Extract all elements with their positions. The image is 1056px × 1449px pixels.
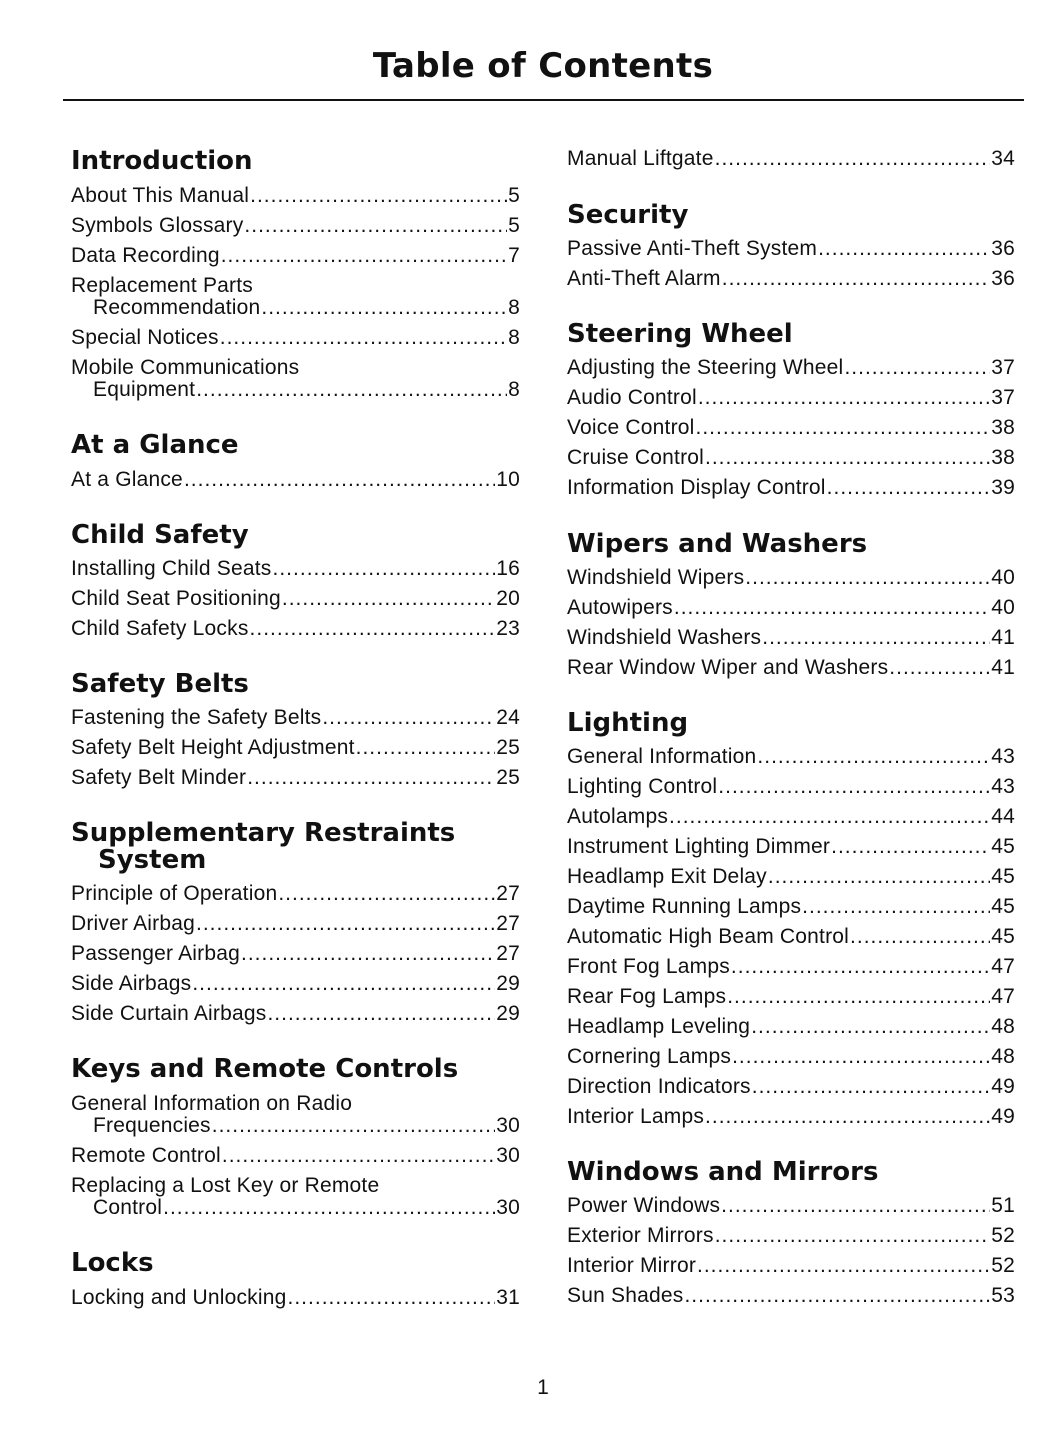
section-heading-wipers-and-washers: Wipers and Washers [567, 529, 868, 559]
toc-entry[interactable] [567, 986, 1015, 1008]
toc-entry[interactable] [567, 1195, 1015, 1217]
entry-title: Voice Control [567, 416, 695, 439]
entry-title: Side Airbags [71, 972, 192, 995]
toc-entry[interactable] [567, 1255, 1015, 1277]
section-heading-safety-belts: Safety Belts [71, 669, 249, 699]
leader-dots [322, 707, 495, 729]
toc-entry[interactable] [567, 238, 1015, 260]
leader-dots [715, 148, 991, 170]
entry-page: 8 [508, 296, 520, 319]
toc-entry[interactable] [71, 185, 520, 207]
entry-page: 51 [991, 1194, 1015, 1217]
entry-page: 40 [991, 566, 1015, 589]
toc-entry[interactable] [567, 1076, 1015, 1098]
entry-page: 25 [496, 736, 520, 759]
leader-dots [844, 357, 990, 379]
toc-entry[interactable] [567, 1106, 1015, 1128]
entry-page: 43 [991, 745, 1015, 768]
entry-title: Passive Anti-Theft System [567, 237, 818, 260]
entry-title: Adjusting the Steering Wheel [567, 356, 844, 379]
toc-entry[interactable] [567, 657, 1015, 679]
leader-dots [196, 913, 495, 935]
entry-title: Interior Lamps [567, 1105, 705, 1128]
entry-title: Rear Fog Lamps [567, 985, 727, 1008]
entry-page: 49 [991, 1075, 1015, 1098]
entry-page: 53 [991, 1284, 1015, 1307]
entry-page: 39 [991, 476, 1015, 499]
entry-page: 7 [508, 244, 520, 267]
leader-dots [889, 657, 990, 679]
section-heading-lighting: Lighting [567, 708, 689, 738]
toc-entry[interactable] [71, 275, 520, 319]
entry-title: Direction Indicators [567, 1075, 751, 1098]
heading-line2: System [98, 845, 207, 875]
entry-title: Exterior Mirrors [567, 1224, 714, 1247]
leader-dots [184, 469, 495, 491]
entry-page: 27 [496, 912, 520, 935]
entry-title: Control [93, 1196, 163, 1219]
page-number: 1 [537, 1376, 549, 1399]
leader-dots [192, 973, 495, 995]
page-title: Table of Contents [372, 46, 714, 86]
entry-page: 47 [991, 955, 1015, 978]
toc-entry[interactable] [567, 896, 1015, 918]
entry-page: 24 [496, 706, 520, 729]
toc-entry[interactable] [71, 767, 520, 789]
entry-title: Automatic High Beam Control [567, 925, 850, 948]
entry-page: 45 [991, 865, 1015, 888]
entry-title: Windshield Wipers [567, 566, 745, 589]
section-heading-child-safety: Child Safety [71, 520, 249, 550]
entry-title: Interior Mirror [567, 1254, 697, 1277]
leader-dots [250, 185, 507, 207]
toc-entry[interactable] [71, 1175, 520, 1219]
entry-page: 45 [991, 925, 1015, 948]
leader-dots [273, 558, 496, 580]
leader-dots [721, 1195, 990, 1217]
leader-dots [250, 618, 496, 640]
toc-entry[interactable] [71, 245, 520, 267]
toc-entry[interactable] [71, 588, 520, 610]
toc-entry[interactable] [567, 1225, 1015, 1247]
entry-page: 23 [496, 617, 520, 640]
leader-dots [715, 1225, 991, 1247]
leader-dots [222, 1145, 495, 1167]
entry-title: Principle of Operation [71, 882, 278, 905]
section-heading-locks: Locks [71, 1248, 154, 1278]
entry-page: 45 [991, 895, 1015, 918]
leader-dots [221, 245, 507, 267]
leader-dots [731, 956, 990, 978]
entry-page: 29 [496, 972, 520, 995]
toc-entry[interactable] [567, 1285, 1015, 1307]
heading-line1: Supplementary Restraints [71, 818, 456, 848]
entry-title: Locking and Unlocking [71, 1286, 287, 1309]
entry-title: Front Fog Lamps [567, 955, 730, 978]
entry-page: 30 [496, 1196, 520, 1219]
toc-entry[interactable] [567, 387, 1015, 409]
toc-entry[interactable] [567, 268, 1015, 290]
entry-page: 38 [991, 446, 1015, 469]
toc-entry[interactable] [567, 627, 1015, 649]
toc-entry[interactable] [71, 618, 520, 640]
toc-entry[interactable] [71, 1287, 520, 1309]
leader-dots [827, 477, 991, 499]
toc-entry[interactable] [567, 567, 1015, 589]
entry-title: Cornering Lamps [567, 1045, 732, 1068]
entry-title: Autowipers [567, 596, 673, 619]
entry-page: 30 [496, 1114, 520, 1137]
leader-dots [802, 896, 990, 918]
section-heading-supplementary-restraints [71, 820, 520, 874]
toc-entry[interactable] [567, 836, 1015, 858]
entry-title: Remote Control [71, 1144, 221, 1167]
toc-entry[interactable] [71, 1093, 520, 1137]
entry-title: Frequencies [93, 1114, 211, 1137]
leader-dots [745, 567, 990, 589]
leader-dots [732, 1046, 990, 1068]
leader-dots [705, 447, 990, 469]
toc-entry[interactable] [71, 327, 520, 349]
entry-title: Symbols Glossary [71, 214, 244, 237]
entry-page: 36 [991, 237, 1015, 260]
toc-entry[interactable] [71, 943, 520, 965]
leader-dots [718, 776, 990, 798]
entry-title-line1: General Information on Radio [71, 1092, 353, 1115]
leader-dots [727, 986, 990, 1008]
leader-dots [241, 943, 495, 965]
entry-page: 8 [508, 378, 520, 401]
leader-dots [247, 767, 495, 789]
leader-dots [267, 1003, 495, 1025]
entry-title: Equipment [93, 378, 196, 401]
entry-title: Daytime Running Lamps [567, 895, 802, 918]
entry-title: Sun Shades [567, 1284, 684, 1307]
entry-title: Audio Control [567, 386, 697, 409]
entry-title: Safety Belt Height Adjustment [71, 736, 355, 759]
section-heading-introduction: Introduction [71, 146, 253, 176]
entry-title: General Information [567, 745, 757, 768]
entry-page: 40 [991, 596, 1015, 619]
entry-page: 25 [496, 766, 520, 789]
toc-entry[interactable] [567, 148, 1015, 170]
entry-title: Cruise Control [567, 446, 705, 469]
toc-entry[interactable] [567, 447, 1015, 469]
entry-page: 47 [991, 985, 1015, 1008]
entry-page: 27 [496, 882, 520, 905]
section-heading-keys-and-remote-controls: Keys and Remote Controls [71, 1054, 459, 1084]
section-heading-at-a-glance: At a Glance [71, 430, 239, 460]
section-heading-windows-and-mirrors: Windows and Mirrors [567, 1157, 879, 1187]
entry-title-line1: Replacing a Lost Key or Remote [71, 1174, 380, 1197]
entry-page: 37 [991, 356, 1015, 379]
leader-dots [751, 1016, 990, 1038]
entry-title: Information Display Control [567, 476, 826, 499]
title-divider [63, 99, 1024, 101]
entry-page: 5 [508, 214, 520, 237]
leader-dots [212, 1115, 495, 1137]
leader-dots [684, 1285, 990, 1307]
entry-page: 43 [991, 775, 1015, 798]
entry-title: Headlamp Exit Delay [567, 865, 767, 888]
leader-dots [261, 297, 507, 319]
entry-page: 30 [496, 1144, 520, 1167]
leader-dots [282, 588, 495, 610]
entry-title: Data Recording [71, 244, 220, 267]
leader-dots [768, 866, 990, 888]
leader-dots [669, 806, 990, 828]
entry-title: Child Seat Positioning [71, 587, 281, 610]
toc-entry[interactable] [567, 477, 1015, 499]
toc-entry[interactable] [567, 746, 1015, 768]
toc-entry[interactable] [567, 417, 1015, 439]
entry-title: Instrument Lighting Dimmer [567, 835, 831, 858]
entry-title: Recommendation [93, 296, 261, 319]
entry-page: 29 [496, 1002, 520, 1025]
leader-dots [722, 268, 990, 290]
leader-dots [831, 836, 990, 858]
leader-dots [698, 387, 990, 409]
entry-title: Safety Belt Minder [71, 766, 247, 789]
leader-dots [752, 1076, 990, 1098]
entry-title: Installing Child Seats [71, 557, 272, 580]
toc-entry[interactable] [567, 357, 1015, 379]
leader-dots [288, 1287, 496, 1309]
leader-dots [674, 597, 990, 619]
entry-title-line1: Mobile Communications [71, 356, 300, 379]
leader-dots [278, 883, 495, 905]
entry-title: Windshield Washers [567, 626, 762, 649]
toc-entry[interactable] [567, 956, 1015, 978]
leader-dots [696, 417, 991, 439]
entry-page: 49 [991, 1105, 1015, 1128]
toc-entry[interactable] [71, 469, 520, 491]
toc-entry[interactable] [567, 597, 1015, 619]
leader-dots [163, 1197, 495, 1219]
entry-title: About This Manual [71, 184, 250, 207]
toc-entry[interactable] [71, 737, 520, 759]
entry-page: 52 [991, 1254, 1015, 1277]
entry-page: 48 [991, 1015, 1015, 1038]
entry-page: 38 [991, 416, 1015, 439]
entry-page: 20 [496, 587, 520, 610]
entry-title: Special Notices [71, 326, 219, 349]
entry-title: Autolamps [567, 805, 669, 828]
entry-page: 16 [496, 557, 520, 580]
toc-entry[interactable] [71, 1003, 520, 1025]
leader-dots [757, 746, 990, 768]
toc-entry[interactable] [71, 1145, 520, 1167]
entry-page: 31 [496, 1286, 520, 1309]
leader-dots [356, 737, 496, 759]
entry-page: 8 [508, 326, 520, 349]
entry-title: Anti-Theft Alarm [567, 267, 721, 290]
entry-page: 41 [991, 626, 1015, 649]
entry-title: Rear Window Wiper and Washers [567, 656, 889, 679]
entry-page: 36 [991, 267, 1015, 290]
entry-page: 10 [496, 468, 520, 491]
toc-entry[interactable] [71, 973, 520, 995]
leader-dots [762, 627, 990, 649]
toc-entry[interactable] [71, 558, 520, 580]
toc-entry[interactable] [567, 866, 1015, 888]
toc-entry[interactable] [567, 776, 1015, 798]
toc-entry[interactable] [567, 806, 1015, 828]
leader-dots [697, 1255, 990, 1277]
entry-title: Fastening the Safety Belts [71, 706, 322, 729]
entry-title: Headlamp Leveling [567, 1015, 751, 1038]
entry-title: Lighting Control [567, 775, 718, 798]
toc-entry[interactable] [567, 1016, 1015, 1038]
section-heading-steering-wheel: Steering Wheel [567, 319, 793, 349]
entry-page: 48 [991, 1045, 1015, 1068]
entry-page: 41 [991, 656, 1015, 679]
leader-dots [818, 238, 990, 260]
entry-title: Power Windows [567, 1194, 721, 1217]
leader-dots [196, 379, 507, 401]
leader-dots [705, 1106, 990, 1128]
entry-title: Manual Liftgate [567, 147, 714, 170]
section-heading-security: Security [567, 200, 689, 230]
leader-dots [244, 215, 507, 237]
entry-page: 45 [991, 835, 1015, 858]
toc-entry[interactable] [71, 707, 520, 729]
entry-title: Passenger Airbag [71, 942, 240, 965]
entry-title: Child Safety Locks [71, 617, 249, 640]
entry-page: 5 [508, 184, 520, 207]
toc-entry[interactable] [71, 883, 520, 905]
entry-title: Side Curtain Airbags [71, 1002, 267, 1025]
entry-page: 52 [991, 1224, 1015, 1247]
leader-dots [220, 327, 507, 349]
entry-title-line1: Replacement Parts [71, 274, 253, 297]
toc-entry[interactable] [71, 215, 520, 237]
toc-entry[interactable] [71, 357, 520, 401]
leader-dots [850, 926, 990, 948]
entry-title: Driver Airbag [71, 912, 195, 935]
entry-title: At a Glance [71, 468, 183, 491]
entry-page: 37 [991, 386, 1015, 409]
toc-entry[interactable] [567, 1046, 1015, 1068]
toc-entry[interactable] [71, 913, 520, 935]
entry-page: 44 [991, 805, 1015, 828]
entry-page: 34 [991, 147, 1015, 170]
toc-entry[interactable] [567, 926, 1015, 948]
entry-page: 27 [496, 942, 520, 965]
